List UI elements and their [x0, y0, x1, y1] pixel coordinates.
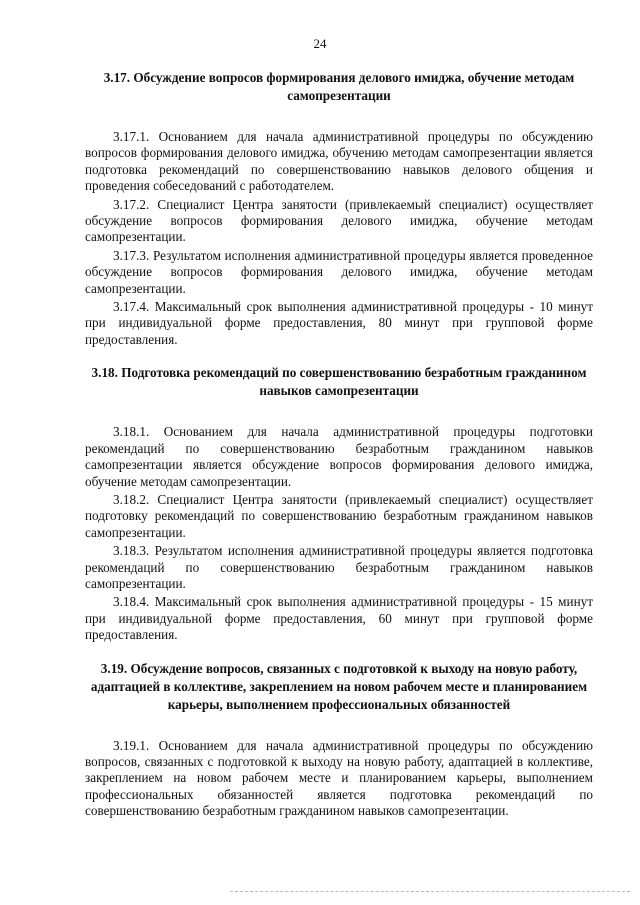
paragraph: 3.18.4. Максимальный срок выполнения административной процедуры - 15 минут при индивидуальной форме предоставления, 60 минут при групповой форме предоставления.: [85, 594, 593, 643]
section-3-19: [85, 660, 593, 820]
section-heading: 3.19. Обсуждение вопросов, связанных с подготовкой к выходу на новую работу, адаптацией в коллективе, закреплением на новом рабочем месте и планированием карьеры, выполнением профессиональных обязанностей: [90, 660, 588, 712]
section-heading: 3.18. Подготовка рекомендаций по совершенствованию безработным гражданином навыков самопрезентации: [91, 365, 587, 399]
document-body: [85, 69, 593, 822]
section-3-17: [85, 69, 593, 348]
page-number: 24: [313, 36, 327, 51]
footer-divider: [230, 891, 630, 892]
paragraph: 3.17.1. Основанием для начала административной процедуры по обсуждению вопросов формирования делового имиджа, обучению методам самопрезентации является подготовка рекомендаций по совершенствованию навыков делового общения и проведения собеседований с работодателем.: [85, 129, 593, 194]
paragraph: 3.18.3. Результатом исполнения административной процедуры является подготовка рекомендаций по совершенствованию безработным гражданином навыков самопрезентации.: [85, 543, 593, 591]
section-heading: 3.17. Обсуждение вопросов формирования делового имиджа, обучение методам самопрезентации: [103, 70, 575, 103]
section-3-18: [85, 364, 593, 643]
paragraph: 3.19.1. Основанием для начала административной процедуры по обсуждению вопросов, связанных с подготовкой к выходу на новую работу, адаптацией в коллективе, закреплением на новом рабочем месте и планированием карьеры, выполнением профессиональных обязанностей является подготовка рекомендаций по совершенствованию безработным гражданином навыков самопрезентации.: [85, 737, 593, 819]
paragraph: 3.18.1. Основанием для начала административной процедуры подготовки рекомендаций по совершенствованию безработным гражданином навыков самопрезентации является обсуждение вопросов формирования делового имиджа, обучение методам самопрезентации.: [85, 424, 593, 489]
paragraph: 3.17.3. Результатом исполнения административной процедуры является проведенное обсуждение вопросов формирования делового имиджа, обучение методам самопрезентации.: [85, 247, 593, 296]
paragraph: 3.18.2. Специалист Центра занятости (привлекаемый специалист) осуществляет подготовку рекомендаций по совершенствованию безработным гражданином навыков самопрезентации.: [85, 491, 593, 540]
paragraph: 3.17.2. Специалист Центра занятости (привлекаемый специалист) осуществляет обсуждение вопросов формирования делового имиджа, обучение методам самопрезентации.: [85, 196, 593, 245]
paragraph: 3.17.4. Максимальный срок выполнения административной процедуры - 10 минут при индивидуальной форме предоставления, 80 минут при групповой форме предоставления.: [85, 299, 593, 347]
